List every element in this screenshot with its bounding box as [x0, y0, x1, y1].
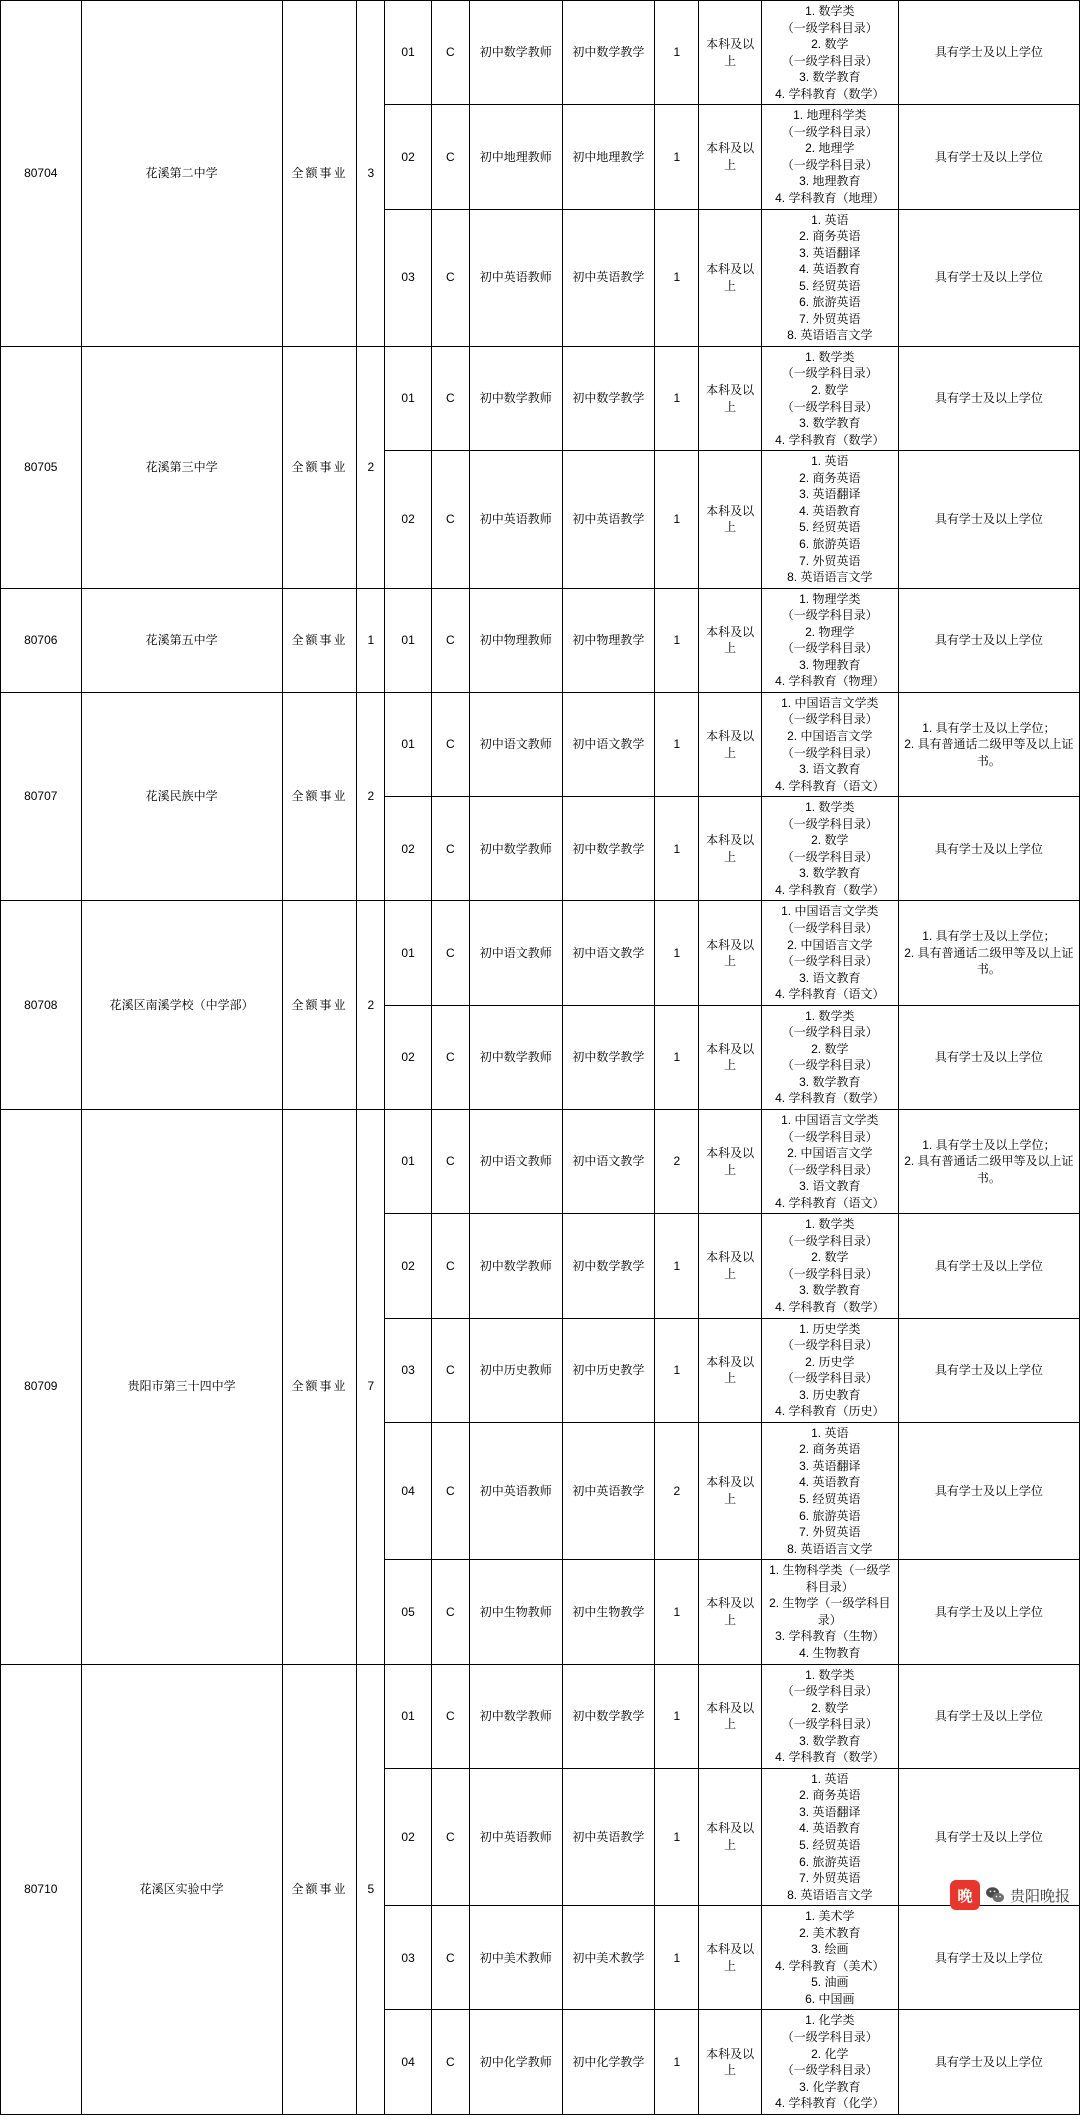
post-type-cell: C — [431, 1318, 469, 1422]
unit-nature-cell: 全额事业 — [282, 1, 356, 347]
post-count-cell: 1 — [655, 1664, 699, 1768]
unit-total-cell: 5 — [357, 1664, 385, 2114]
unit-name-cell: 花溪第三中学 — [81, 346, 282, 588]
other-condition-cell: 具有学士及以上学位 — [898, 105, 1079, 209]
other-condition-cell: 具有学士及以上学位 — [898, 2010, 1079, 2114]
major-requirement-cell: 1. 数学类 （一级学科目录） 2. 数学 （一级学科目录） 3. 数学教育 4. 学科教育（数学） — [761, 1214, 898, 1318]
major-requirement-cell: 1. 数学类 （一级学科目录） 2. 数学 （一级学科目录） 3. 数学教育 4. 学科教育（数学） — [761, 346, 898, 450]
education-cell: 本科及以上 — [699, 1768, 761, 1905]
post-count-cell: 1 — [655, 209, 699, 346]
unit-nature-cell: 全额事业 — [282, 1664, 356, 2114]
post-count-cell: 1 — [655, 1906, 699, 2010]
major-requirement-cell: 1. 生物科学类（一级学科目录） 2. 生物学（一级学科目录） 3. 学科教育（生物） 4. 生物教育 — [761, 1560, 898, 1664]
post-code-cell: 04 — [385, 2010, 431, 2114]
post-type-cell: C — [431, 1214, 469, 1318]
post-type-cell: C — [431, 901, 469, 1005]
post-count-cell: 1 — [655, 1318, 699, 1422]
post-direction-cell: 初中英语教学 — [562, 451, 655, 588]
post-direction-cell: 初中数学教学 — [562, 1214, 655, 1318]
post-name-cell: 初中化学教师 — [469, 2010, 562, 2114]
post-type-cell: C — [431, 1422, 469, 1559]
other-condition-cell: 具有学士及以上学位 — [898, 1906, 1079, 2010]
post-code-cell: 02 — [385, 1768, 431, 1905]
post-type-cell: C — [431, 451, 469, 588]
publisher-logo: 晚 — [950, 1880, 980, 1910]
post-name-cell: 初中数学教师 — [469, 1, 562, 105]
education-cell: 本科及以上 — [699, 1, 761, 105]
post-count-cell: 1 — [655, 346, 699, 450]
unit-name-cell: 花溪区实验中学 — [81, 1664, 282, 2114]
post-type-cell: C — [431, 1560, 469, 1664]
unit-name-cell: 花溪民族中学 — [81, 692, 282, 901]
post-count-cell: 1 — [655, 797, 699, 901]
post-name-cell: 初中历史教师 — [469, 1318, 562, 1422]
major-requirement-cell: 1. 历史学类 （一级学科目录） 2. 历史学 （一级学科目录） 3. 历史教育 4. 学科教育（历史） — [761, 1318, 898, 1422]
other-condition-cell: 具有学士及以上学位 — [898, 588, 1079, 692]
post-type-cell: C — [431, 209, 469, 346]
post-name-cell: 初中美术教师 — [469, 1906, 562, 2010]
post-count-cell: 1 — [655, 1768, 699, 1905]
unit-nature-cell: 全额事业 — [282, 588, 356, 692]
post-name-cell: 初中数学教师 — [469, 797, 562, 901]
major-requirement-cell: 1. 英语 2. 商务英语 3. 英语翻译 4. 英语教育 5. 经贸英语 6. 旅游英语 7. 外贸英语 8. 英语语言文学 — [761, 1422, 898, 1559]
post-name-cell: 初中语文教师 — [469, 901, 562, 1005]
post-type-cell: C — [431, 692, 469, 796]
post-count-cell: 1 — [655, 1, 699, 105]
other-condition-cell: 具有学士及以上学位 — [898, 1214, 1079, 1318]
table-row — [1, 692, 1080, 796]
education-cell: 本科及以上 — [699, 1214, 761, 1318]
unit-nature-cell: 全额事业 — [282, 901, 356, 1110]
post-code-cell: 03 — [385, 1906, 431, 2010]
major-requirement-cell: 1. 数学类 （一级学科目录） 2. 数学 （一级学科目录） 3. 数学教育 4. 学科教育（数学） — [761, 1005, 898, 1109]
education-cell: 本科及以上 — [699, 692, 761, 796]
post-type-cell: C — [431, 1768, 469, 1905]
table-row — [1, 346, 1080, 450]
major-requirement-cell: 1. 地理科学类 （一级学科目录） 2. 地理学 （一级学科目录） 3. 地理教育 4. 学科教育（地理） — [761, 105, 898, 209]
post-code-cell: 02 — [385, 451, 431, 588]
other-condition-cell: 具有学士及以上学位 — [898, 797, 1079, 901]
post-direction-cell: 初中生物教学 — [562, 1560, 655, 1664]
post-count-cell: 1 — [655, 105, 699, 209]
post-type-cell: C — [431, 1664, 469, 1768]
major-requirement-cell: 1. 英语 2. 商务英语 3. 英语翻译 4. 英语教育 5. 经贸英语 6. 旅游英语 7. 外贸英语 8. 英语语言文学 — [761, 1768, 898, 1905]
post-count-cell: 1 — [655, 451, 699, 588]
unit-total-cell: 2 — [357, 901, 385, 1110]
unit-code-cell: 80705 — [1, 346, 82, 588]
education-cell: 本科及以上 — [699, 1110, 761, 1214]
post-direction-cell: 初中英语教学 — [562, 1422, 655, 1559]
major-requirement-cell: 1. 中国语言文学类 （一级学科目录） 2. 中国语言文学 （一级学科目录） 3. 语文教育 4. 学科教育（语文） — [761, 901, 898, 1005]
table-row — [1, 1110, 1080, 1214]
unit-nature-cell: 全额事业 — [282, 1110, 356, 1665]
post-direction-cell: 初中语文教学 — [562, 692, 655, 796]
post-direction-cell: 初中物理教学 — [562, 588, 655, 692]
post-code-cell: 03 — [385, 1318, 431, 1422]
other-condition-cell: 1. 具有学士及以上学位； 2. 具有普通话二级甲等及以上证书。 — [898, 1110, 1079, 1214]
other-condition-cell: 具有学士及以上学位 — [898, 451, 1079, 588]
table-row — [1, 1, 1080, 105]
education-cell: 本科及以上 — [699, 1005, 761, 1109]
unit-code-cell: 80709 — [1, 1110, 82, 1665]
post-count-cell: 1 — [655, 1005, 699, 1109]
major-requirement-cell: 1. 英语 2. 商务英语 3. 英语翻译 4. 英语教育 5. 经贸英语 6. 旅游英语 7. 外贸英语 8. 英语语言文学 — [761, 209, 898, 346]
other-condition-cell: 1. 具有学士及以上学位； 2. 具有普通话二级甲等及以上证书。 — [898, 692, 1079, 796]
post-name-cell: 初中生物教师 — [469, 1560, 562, 1664]
other-condition-cell: 具有学士及以上学位 — [898, 209, 1079, 346]
post-code-cell: 01 — [385, 1664, 431, 1768]
post-direction-cell: 初中数学教学 — [562, 1005, 655, 1109]
post-direction-cell: 初中数学教学 — [562, 1664, 655, 1768]
major-requirement-cell: 1. 美术学 2. 美术教育 3. 绘画 4. 学科教育（美术） 5. 油画 6. 中国画 — [761, 1906, 898, 2010]
unit-code-cell: 80710 — [1, 1664, 82, 2114]
post-type-cell: C — [431, 1110, 469, 1214]
unit-code-cell: 80704 — [1, 1, 82, 347]
other-condition-cell: 具有学士及以上学位 — [898, 1768, 1079, 1905]
unit-nature-cell: 全额事业 — [282, 692, 356, 901]
unit-total-cell: 2 — [357, 346, 385, 588]
post-count-cell: 1 — [655, 901, 699, 1005]
unit-name-cell: 花溪区南溪学校（中学部） — [81, 901, 282, 1110]
education-cell: 本科及以上 — [699, 105, 761, 209]
unit-nature-cell: 全额事业 — [282, 346, 356, 588]
education-cell: 本科及以上 — [699, 1422, 761, 1559]
education-cell: 本科及以上 — [699, 1664, 761, 1768]
other-condition-cell: 具有学士及以上学位 — [898, 346, 1079, 450]
post-direction-cell: 初中数学教学 — [562, 346, 655, 450]
unit-total-cell: 2 — [357, 692, 385, 901]
unit-code-cell: 80706 — [1, 588, 82, 692]
post-type-cell: C — [431, 797, 469, 901]
post-code-cell: 05 — [385, 1560, 431, 1664]
post-name-cell: 初中数学教师 — [469, 1005, 562, 1109]
post-code-cell: 03 — [385, 209, 431, 346]
post-name-cell: 初中英语教师 — [469, 451, 562, 588]
table-row — [1, 1664, 1080, 1768]
post-count-cell: 1 — [655, 1560, 699, 1664]
publisher-watermark — [946, 1878, 1074, 1912]
post-name-cell: 初中数学教师 — [469, 1214, 562, 1318]
major-requirement-cell: 1. 英语 2. 商务英语 3. 英语翻译 4. 英语教育 5. 经贸英语 6. 旅游英语 7. 外贸英语 8. 英语语言文学 — [761, 451, 898, 588]
education-cell: 本科及以上 — [699, 1318, 761, 1422]
other-condition-cell: 具有学士及以上学位 — [898, 1318, 1079, 1422]
education-cell: 本科及以上 — [699, 588, 761, 692]
wechat-icon — [985, 1886, 1005, 1904]
post-code-cell: 01 — [385, 692, 431, 796]
post-direction-cell: 初中化学教学 — [562, 2010, 655, 2114]
post-direction-cell: 初中语文教学 — [562, 1110, 655, 1214]
unit-name-cell: 花溪第二中学 — [81, 1, 282, 347]
post-code-cell: 02 — [385, 1214, 431, 1318]
post-name-cell: 初中英语教师 — [469, 1422, 562, 1559]
unit-name-cell: 花溪第五中学 — [81, 588, 282, 692]
post-name-cell: 初中语文教师 — [469, 692, 562, 796]
post-code-cell: 01 — [385, 1110, 431, 1214]
unit-code-cell: 80708 — [1, 901, 82, 1110]
post-count-cell: 1 — [655, 588, 699, 692]
post-code-cell: 01 — [385, 588, 431, 692]
post-name-cell: 初中地理教师 — [469, 105, 562, 209]
major-requirement-cell: 1. 数学类 （一级学科目录） 2. 数学 （一级学科目录） 3. 数学教育 4. 学科教育（数学） — [761, 1, 898, 105]
post-type-cell: C — [431, 105, 469, 209]
other-condition-cell: 具有学士及以上学位 — [898, 1422, 1079, 1559]
post-type-cell: C — [431, 588, 469, 692]
post-direction-cell: 初中地理教学 — [562, 105, 655, 209]
other-condition-cell: 1. 具有学士及以上学位； 2. 具有普通话二级甲等及以上证书。 — [898, 901, 1079, 1005]
table-row — [1, 901, 1080, 1005]
post-code-cell: 02 — [385, 1005, 431, 1109]
major-requirement-cell: 1. 中国语言文学类 （一级学科目录） 2. 中国语言文学 （一级学科目录） 3. 语文教育 4. 学科教育（语文） — [761, 1110, 898, 1214]
other-condition-cell: 具有学士及以上学位 — [898, 1664, 1079, 1768]
education-cell: 本科及以上 — [699, 797, 761, 901]
other-condition-cell: 具有学士及以上学位 — [898, 1560, 1079, 1664]
post-direction-cell: 初中语文教学 — [562, 901, 655, 1005]
unit-total-cell: 3 — [357, 1, 385, 347]
post-direction-cell: 初中英语教学 — [562, 209, 655, 346]
education-cell: 本科及以上 — [699, 901, 761, 1005]
post-count-cell: 2 — [655, 1110, 699, 1214]
post-name-cell: 初中英语教师 — [469, 1768, 562, 1905]
post-direction-cell: 初中美术教学 — [562, 1906, 655, 2010]
post-count-cell: 1 — [655, 692, 699, 796]
unit-total-cell: 7 — [357, 1110, 385, 1665]
post-code-cell: 01 — [385, 1, 431, 105]
education-cell: 本科及以上 — [699, 346, 761, 450]
post-direction-cell: 初中数学教学 — [562, 797, 655, 901]
post-type-cell: C — [431, 1906, 469, 2010]
post-type-cell: C — [431, 2010, 469, 2114]
unit-total-cell: 1 — [357, 588, 385, 692]
post-direction-cell: 初中数学教学 — [562, 1, 655, 105]
post-name-cell: 初中物理教师 — [469, 588, 562, 692]
post-count-cell: 1 — [655, 2010, 699, 2114]
major-requirement-cell: 1. 数学类 （一级学科目录） 2. 数学 （一级学科目录） 3. 数学教育 4. 学科教育（数学） — [761, 797, 898, 901]
publisher-name: 贵阳晚报 — [1009, 1887, 1070, 1905]
post-direction-cell: 初中英语教学 — [562, 1768, 655, 1905]
education-cell: 本科及以上 — [699, 209, 761, 346]
post-code-cell: 04 — [385, 1422, 431, 1559]
post-type-cell: C — [431, 1, 469, 105]
post-type-cell: C — [431, 1005, 469, 1109]
education-cell: 本科及以上 — [699, 1906, 761, 2010]
major-requirement-cell: 1. 数学类 （一级学科目录） 2. 数学 （一级学科目录） 3. 数学教育 4. 学科教育（数学） — [761, 1664, 898, 1768]
other-condition-cell: 具有学士及以上学位 — [898, 1005, 1079, 1109]
major-requirement-cell: 1. 化学类 （一级学科目录） 2. 化学 （一级学科目录） 3. 化学教育 4. 学科教育（化学） — [761, 2010, 898, 2114]
post-name-cell: 初中数学教师 — [469, 346, 562, 450]
education-cell: 本科及以上 — [699, 2010, 761, 2114]
post-name-cell: 初中英语教师 — [469, 209, 562, 346]
table-row — [1, 588, 1080, 692]
post-name-cell: 初中数学教师 — [469, 1664, 562, 1768]
post-code-cell: 01 — [385, 901, 431, 1005]
post-type-cell: C — [431, 346, 469, 450]
unit-name-cell: 贵阳市第三十四中学 — [81, 1110, 282, 1665]
education-cell: 本科及以上 — [699, 1560, 761, 1664]
education-cell: 本科及以上 — [699, 451, 761, 588]
post-code-cell: 02 — [385, 797, 431, 901]
major-requirement-cell: 1. 中国语言文学类 （一级学科目录） 2. 中国语言文学 （一级学科目录） 3. 语文教育 4. 学科教育（语文） — [761, 692, 898, 796]
unit-code-cell: 80707 — [1, 692, 82, 901]
post-count-cell: 1 — [655, 1214, 699, 1318]
post-name-cell: 初中语文教师 — [469, 1110, 562, 1214]
major-requirement-cell: 1. 物理学类 （一级学科目录） 2. 物理学 （一级学科目录） 3. 物理教育 4. 学科教育（物理） — [761, 588, 898, 692]
post-count-cell: 2 — [655, 1422, 699, 1559]
other-condition-cell: 具有学士及以上学位 — [898, 1, 1079, 105]
post-direction-cell: 初中历史教学 — [562, 1318, 655, 1422]
post-code-cell: 02 — [385, 105, 431, 209]
post-code-cell: 01 — [385, 346, 431, 450]
